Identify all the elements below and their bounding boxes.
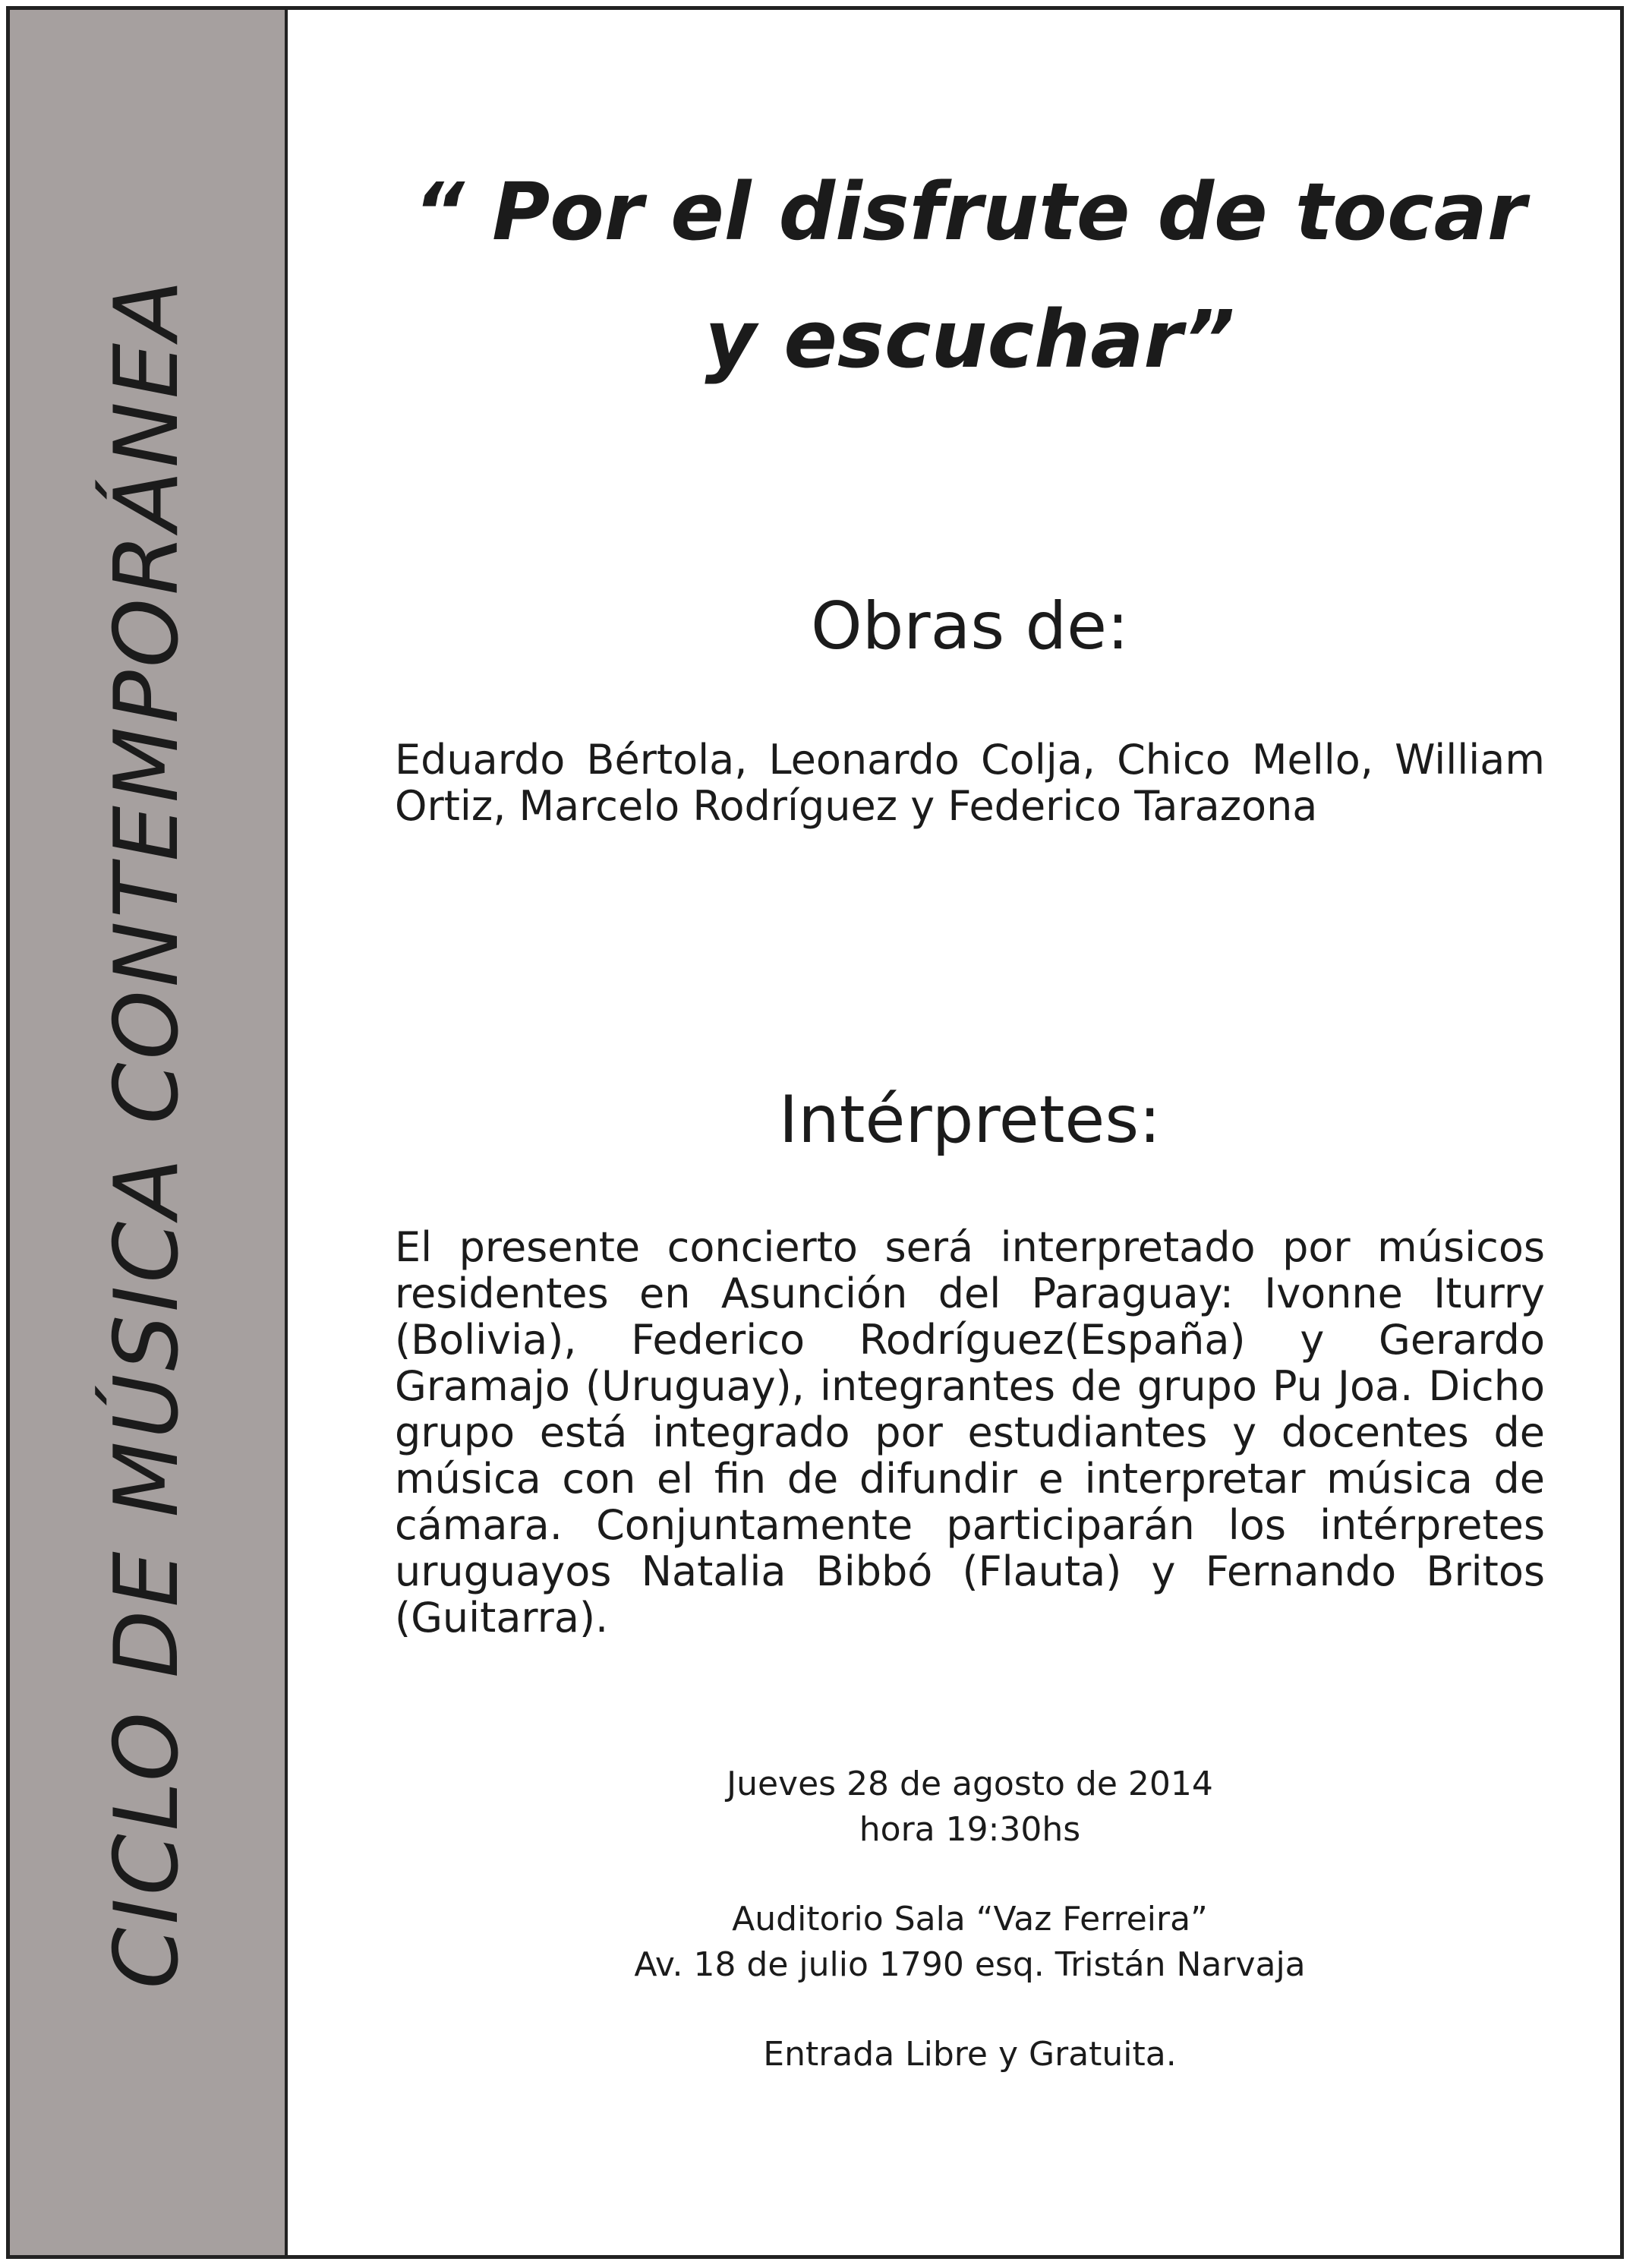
performers-description: El presente concierto será interpretado por músicos residentes en Asunción del Paraguay: Ivonne Iturry (Bolivia), Federico Rodríguez(España) y Gerardo Gramajo (Uruguay), integrantes de grupo Pu Joa. Dicho grupo está integrado por estudiantes y docentes de música con el fin de difundir e interpretar música de cámara. Conjuntamente participarán los intérpretes uruguayos Natalia Bibbó (Flauta) y Fernando Britos (Guitarra). bbox=[395, 1223, 1545, 1642]
sidebar-band bbox=[10, 10, 288, 2255]
quote-line-2: y escuchar” bbox=[705, 293, 1235, 386]
spacer bbox=[395, 1853, 1545, 1897]
series-title: CICLO DE MÚSICA CONTEMPORÁNEA bbox=[96, 276, 198, 1989]
interpretes-heading: Intérpretes: bbox=[778, 1082, 1162, 1158]
composers-list: Eduardo Bértola, Leonardo Colja, Chico Mello, William Ortiz, Marcelo Rodríguez y Federico Tarazona bbox=[395, 736, 1545, 830]
event-venue: Auditorio Sala “Vaz Ferreira” bbox=[732, 1900, 1208, 1938]
spacer bbox=[395, 1988, 1545, 2032]
event-address: Av. 18 de julio 1790 esq. Tristán Narvaja bbox=[634, 1945, 1306, 1984]
event-time: hora 19:30hs bbox=[859, 1810, 1081, 1849]
quote-line-1: “ Por el disfrute de tocar bbox=[413, 166, 1527, 258]
event-date: Jueves 28 de agosto de 2014 bbox=[727, 1765, 1213, 1803]
event-details bbox=[395, 1762, 1545, 2077]
concert-quote bbox=[395, 148, 1545, 403]
event-admission: Entrada Libre y Gratuita. bbox=[763, 2035, 1177, 2074]
obras-heading: Obras de: bbox=[811, 588, 1129, 664]
